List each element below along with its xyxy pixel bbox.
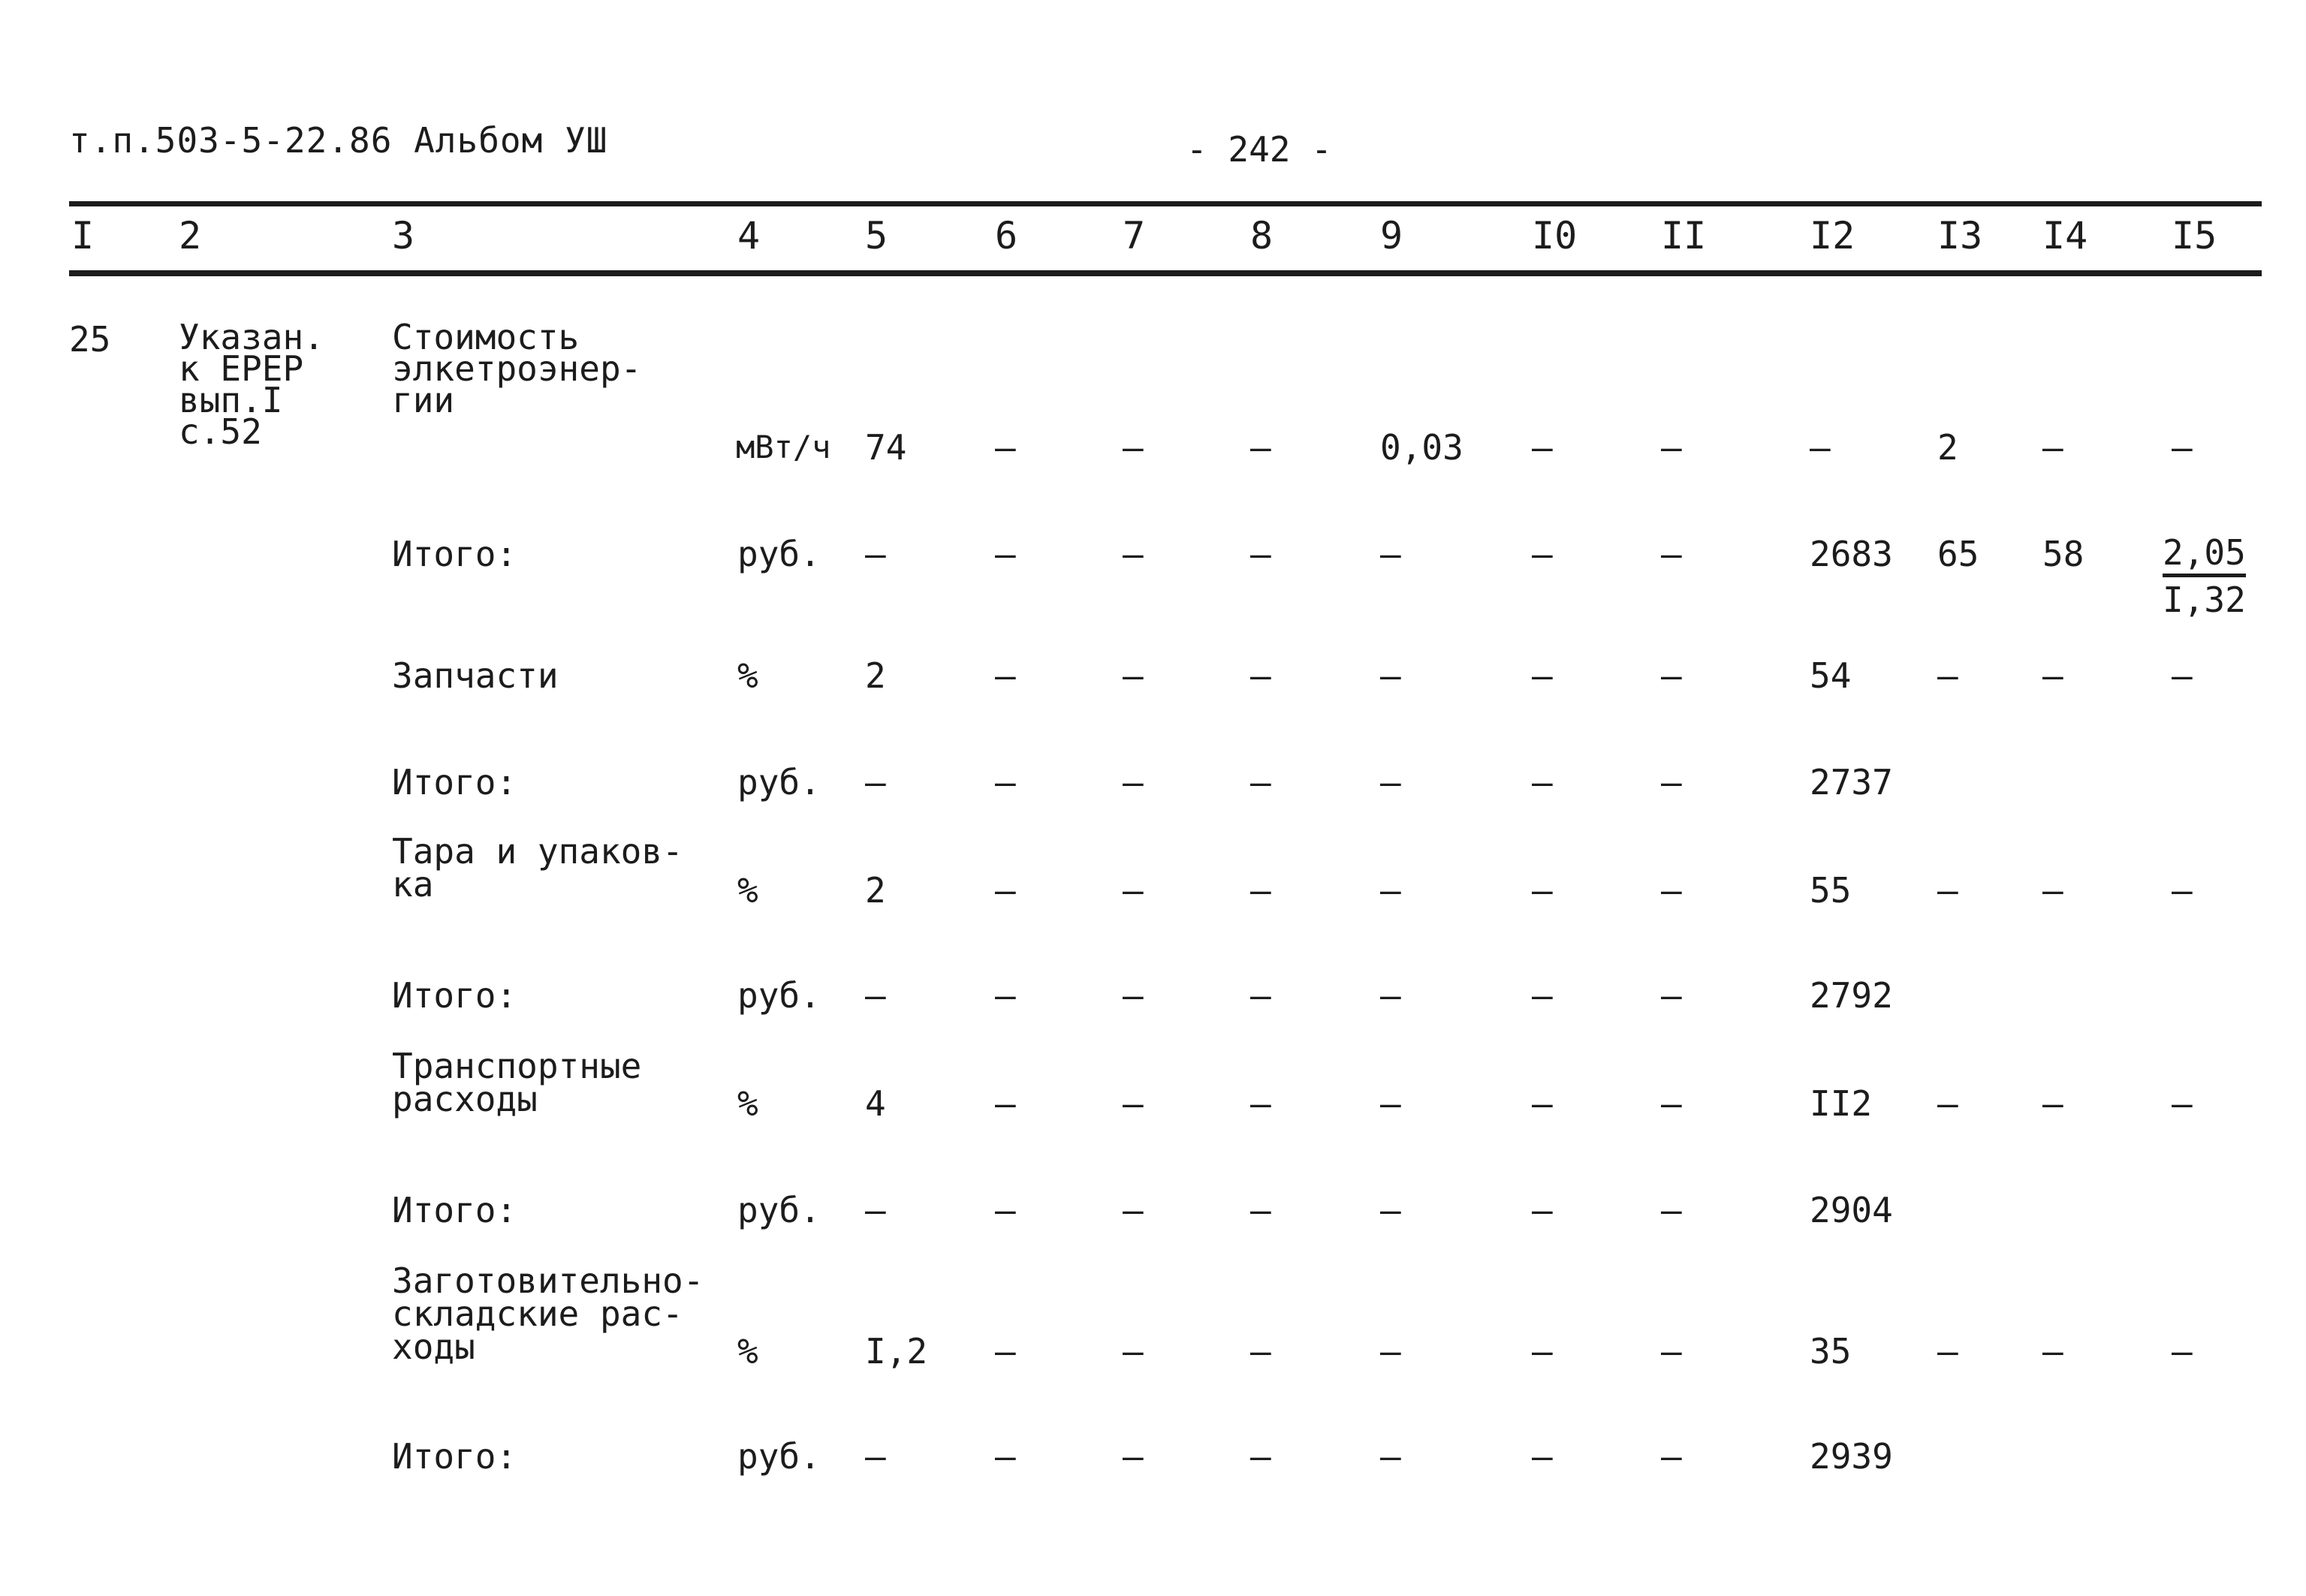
cell-col13: 2	[1937, 427, 1958, 468]
cell-col7: –	[1123, 870, 1144, 911]
cell-col9: –	[1380, 1436, 1401, 1477]
column-header-5: 5	[865, 214, 888, 257]
cell-col11: –	[1661, 1083, 1682, 1124]
row-label: Итого:	[392, 1436, 517, 1477]
row-label: Запчасти	[392, 655, 559, 696]
cell-col9: –	[1380, 870, 1401, 911]
cell-col11: –	[1661, 762, 1682, 803]
cell-col6: –	[995, 427, 1016, 468]
cell-col12: 54	[1810, 655, 1852, 696]
column-header-10: I0	[1532, 214, 1578, 257]
column-header-3: 3	[392, 214, 415, 257]
cell-col6: –	[995, 762, 1016, 803]
cell-col7: –	[1123, 1436, 1144, 1477]
cell-col9: –	[1380, 534, 1401, 574]
header-bottom-rule	[69, 270, 2262, 276]
cell-col5: I,2	[865, 1331, 928, 1372]
cell-col13: –	[1937, 1331, 1958, 1372]
cell-col11: –	[1661, 655, 1682, 696]
row-unit: %	[737, 870, 758, 911]
cell-col14: –	[2042, 1083, 2063, 1124]
row-unit: %	[737, 1083, 758, 1124]
cell-col10: –	[1532, 655, 1553, 696]
cell-col10: –	[1532, 427, 1553, 468]
cell-col12: –	[1810, 427, 1831, 468]
cell-col14: –	[2042, 870, 2063, 911]
row-unit: %	[737, 655, 758, 696]
column-header-11: II	[1661, 214, 1707, 257]
cell-col9: –	[1380, 1190, 1401, 1230]
cell-col9: –	[1380, 655, 1401, 696]
cell-col10: –	[1532, 870, 1553, 911]
column-header-8: 8	[1250, 214, 1274, 257]
cell-col15: –	[2172, 870, 2193, 911]
cell-col8: –	[1250, 427, 1271, 468]
cell-col10: –	[1532, 1436, 1553, 1477]
row-label: Итого:	[392, 1190, 517, 1230]
column-header-12: I2	[1810, 214, 1855, 257]
cell-col15: –	[2172, 1331, 2193, 1372]
row-label: Итого:	[392, 762, 517, 803]
row-label: Итого:	[392, 534, 517, 574]
cell-col10: –	[1532, 1331, 1553, 1372]
fraction-denominator: I,32	[2163, 580, 2246, 620]
item-source-reference: Указан. к ЕРЕР вып.I с.52	[179, 317, 324, 452]
cell-col5: –	[865, 762, 886, 803]
cell-col13: 65	[1937, 534, 1979, 574]
cell-col14: –	[2042, 1331, 2063, 1372]
column-header-14: I4	[2042, 214, 2088, 257]
cell-col11: –	[1661, 975, 1682, 1016]
cell-col12: 2904	[1810, 1190, 1893, 1230]
cell-col6: –	[995, 1331, 1016, 1372]
cell-col7: –	[1123, 1190, 1144, 1230]
cell-col7: –	[1123, 427, 1144, 468]
cell-col15: –	[2172, 1083, 2193, 1124]
cell-col5: 2	[865, 870, 886, 911]
cell-col11: –	[1661, 1436, 1682, 1477]
cell-col10: –	[1532, 1190, 1553, 1230]
cell-col6: –	[995, 655, 1016, 696]
cell-col5: –	[865, 1190, 886, 1230]
document-reference: т.п.503-5-22.86 Альбом УШ	[69, 120, 608, 161]
cell-col7: –	[1123, 1331, 1144, 1372]
cell-col5: –	[865, 534, 886, 574]
cell-col8: –	[1250, 975, 1271, 1016]
cell-col12: 2939	[1810, 1436, 1893, 1477]
cell-col7: –	[1123, 762, 1144, 803]
row-unit: мВт/ч	[736, 429, 831, 465]
column-header-2: 2	[179, 214, 202, 257]
cell-col10: –	[1532, 1083, 1553, 1124]
fraction-numerator: 2,05	[2163, 533, 2246, 577]
cell-col6: –	[995, 534, 1016, 574]
cell-col13: –	[1937, 870, 1958, 911]
cell-col9: –	[1380, 975, 1401, 1016]
cell-col10: –	[1532, 975, 1553, 1016]
cell-col9: –	[1380, 1331, 1401, 1372]
row-unit: руб.	[737, 534, 821, 574]
column-header-13: I3	[1937, 214, 1983, 257]
cell-col12: II2	[1810, 1083, 1873, 1124]
row-label: Транспортные расходы	[392, 1046, 642, 1119]
cell-col8: –	[1250, 1190, 1271, 1230]
cell-col6: –	[995, 1083, 1016, 1124]
cell-col6: –	[995, 975, 1016, 1016]
cell-col5: –	[865, 1436, 886, 1477]
row-unit: руб.	[737, 975, 821, 1016]
column-header-15: I5	[2172, 214, 2217, 257]
cell-col12: 55	[1810, 870, 1852, 911]
page-number: - 242 -	[1186, 129, 1332, 170]
column-header-7: 7	[1123, 214, 1146, 257]
cell-col8: –	[1250, 762, 1271, 803]
cell-col14: –	[2042, 427, 2063, 468]
cell-col13: –	[1937, 1083, 1958, 1124]
row-label: Заготовительно- складские рас- ходы	[392, 1260, 704, 1367]
cell-col11: –	[1661, 427, 1682, 468]
row-unit: руб.	[737, 1190, 821, 1230]
cell-col5: –	[865, 975, 886, 1016]
cell-col8: –	[1250, 870, 1271, 911]
cell-col11: –	[1661, 870, 1682, 911]
cell-col6: –	[995, 1436, 1016, 1477]
row-unit: руб.	[737, 1436, 821, 1477]
cell-col7: –	[1123, 1083, 1144, 1124]
cell-col11: –	[1661, 534, 1682, 574]
header-top-rule	[69, 201, 2262, 206]
cell-col14: 58	[2042, 534, 2084, 574]
cell-col12: 2737	[1810, 762, 1893, 803]
row-label: Стоимость элкетроэнер- гии	[392, 317, 642, 420]
cell-col15: –	[2172, 427, 2193, 468]
cell-col6: –	[995, 1190, 1016, 1230]
cell-col10: –	[1532, 534, 1553, 574]
cell-col8: –	[1250, 1083, 1271, 1124]
cell-col13: –	[1937, 655, 1958, 696]
cell-col7: –	[1123, 534, 1144, 574]
column-header-9: 9	[1380, 214, 1403, 257]
row-label: Итого:	[392, 975, 517, 1016]
cell-col7: –	[1123, 655, 1144, 696]
row-label: Тара и упаков- ка	[392, 831, 683, 905]
cell-col8: –	[1250, 1436, 1271, 1477]
row-unit: руб.	[737, 762, 821, 803]
cell-col14: –	[2042, 655, 2063, 696]
cell-col12: 35	[1810, 1331, 1852, 1372]
cell-col9: –	[1380, 1083, 1401, 1124]
cell-col11: –	[1661, 1190, 1682, 1230]
cell-col8: –	[1250, 655, 1271, 696]
cell-col10: –	[1532, 762, 1553, 803]
cell-col15: –	[2172, 655, 2193, 696]
cell-col5: 4	[865, 1083, 886, 1124]
cell-col11: –	[1661, 1331, 1682, 1372]
cell-col5: 74	[865, 427, 907, 468]
column-header-6: 6	[995, 214, 1018, 257]
cell-col7: –	[1123, 975, 1144, 1016]
column-header-4: 4	[737, 214, 761, 257]
cell-col15-fraction	[2163, 533, 2246, 619]
cell-col8: –	[1250, 534, 1271, 574]
cell-col9: 0,03	[1380, 427, 1463, 468]
row-unit: %	[737, 1331, 758, 1372]
cell-col5: 2	[865, 655, 886, 696]
cell-col6: –	[995, 870, 1016, 911]
cell-col9: –	[1380, 762, 1401, 803]
cell-col12: 2683	[1810, 534, 1893, 574]
item-number: 25	[69, 319, 111, 360]
column-header-1: I	[71, 214, 95, 257]
cell-col12: 2792	[1810, 975, 1893, 1016]
cell-col8: –	[1250, 1331, 1271, 1372]
